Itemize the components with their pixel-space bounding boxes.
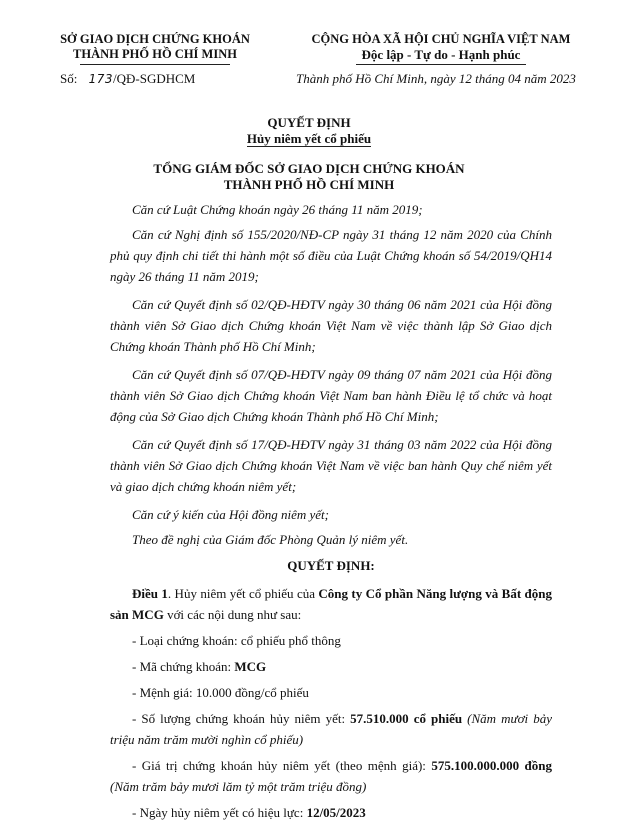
item-label: - Số lượng chứng khoán hủy niêm yết: [132,711,351,726]
item-security-code [110,656,552,677]
document-number [60,71,195,87]
national-header [288,32,594,65]
preamble-clause-4: Căn cứ Quyết định số 07/QĐ-HĐTV ngày 09 tháng 07 năm 2021 của Hội đồng thành viên Sở Giao dịch Chứng khoán Việt Nam ban hành Điều lệ tổ chức và hoạt động của Sở Giao dịch Chứng khoán Thành phố Hồ Chí Minh; [110,367,552,424]
item-delisted-quantity [110,708,552,750]
document-title-block [0,115,618,193]
item-label: - Mã chứng khoán: [132,659,235,674]
document-subtitle-text: Hủy niêm yết cổ phiếu [246,131,372,146]
document-title: QUYẾT ĐỊNH [267,115,351,130]
decision-heading: QUYẾT ĐỊNH: [287,558,375,573]
document-number-label: Số: [60,71,78,86]
nation-name: CỘNG HÒA XÃ HỘI CHỦ NGHĨA VIỆT NAM [311,32,571,46]
nation-motto: Độc lập - Tự do - Hạnh phúc [361,47,521,62]
article-1-intro: . Hủy niêm yết cổ phiếu của [167,586,319,601]
issuing-authority-line2: THÀNH PHỐ HỒ CHÍ MINH [223,177,395,192]
item-label: - Mệnh giá: [132,685,196,700]
issuer-header [30,32,280,65]
item-value: 575.100.000.000 đồng [431,758,552,773]
item-delisted-value [110,755,552,797]
item-value: 57.510.000 cổ phiếu [350,711,463,726]
item-value: MCG [234,659,267,674]
issuer-underline [80,64,230,65]
article-1-label: Điều 1 [132,586,168,601]
issuing-authority-line1: TỔNG GIÁM ĐỐC SỞ GIAO DỊCH CHỨNG KHOÁN [153,161,465,176]
item-effective-date [110,802,552,823]
document-subtitle [0,131,618,147]
item-value: 12/05/2023 [306,805,366,820]
item-security-type [110,630,552,651]
preamble-clause-3: Căn cứ Quyết định số 02/QĐ-HĐTV ngày 30 tháng 06 năm 2021 của Hội đồng thành viên Sở Giao dịch Chứng khoán Việt Nam về việc thành lập Sở Giao dịch Chứng khoán Thành phố Hồ Chí Minh; [110,297,552,354]
issuer-name-line2: THÀNH PHỐ HỒ CHÍ MINH [73,47,237,61]
document-body [110,199,552,828]
motto-underline [356,64,526,65]
preamble-clause-6: Căn cứ ý kiến của Hội đồng niêm yết; [132,507,329,522]
document-number-suffix: /QĐ-SGDHCM [113,71,196,86]
issuer-name-line1: SỞ GIAO DỊCH CHỨNG KHOÁN [60,32,250,46]
item-label: - Giá trị chứng khoán hủy niêm yết (theo mệnh giá): [132,758,432,773]
item-label: - Ngày hủy niêm yết có hiệu lực: [132,805,307,820]
item-value-words: (Năm trăm bảy mươi lăm tỷ một trăm triệu đồng) [110,779,367,794]
preamble-clause-5: Căn cứ Quyết định số 17/QĐ-HĐTV ngày 31 tháng 03 năm 2022 của Hội đồng thành viên Sở Giao dịch Chứng khoán Việt Nam về việc ban hành Quy chế niêm yết và giao dịch chứng khoán niêm yết; [110,437,552,494]
document-number-handwritten: 173 [88,72,113,86]
item-value: cổ phiếu phổ thông [240,633,341,648]
company-name: Công ty Cổ phần Năng lượng và Bất động sản MCG [110,586,552,622]
article-1 [110,583,552,625]
item-value-words: (Năm mươi bảy triệu năm trăm mười nghìn cổ phiếu) [110,711,552,747]
preamble-clause-1: Căn cứ Luật Chứng khoán ngày 26 tháng 11 năm 2019; [132,202,423,217]
item-label: - Loại chứng khoán: [132,633,241,648]
item-par-value [110,682,552,703]
item-value: 10.000 đồng/cổ phiếu [195,685,309,700]
preamble-clause-7: Theo đề nghị của Giám đốc Phòng Quản lý niêm yết. [132,532,409,547]
document-date: Thành phố Hồ Chí Minh, ngày 12 tháng 04 năm 2023 [296,71,576,86]
article-1-intro-end: với các nội dung như sau: [163,607,302,622]
preamble-clause-2: Căn cứ Nghị định số 155/2020/NĐ-CP ngày 31 tháng 12 năm 2020 của Chính phủ quy định chi tiết thi hành một số điều của Luật Chứng khoán số 54/2019/QH14 ngày 26 tháng 11 năm 2019; [110,227,552,284]
